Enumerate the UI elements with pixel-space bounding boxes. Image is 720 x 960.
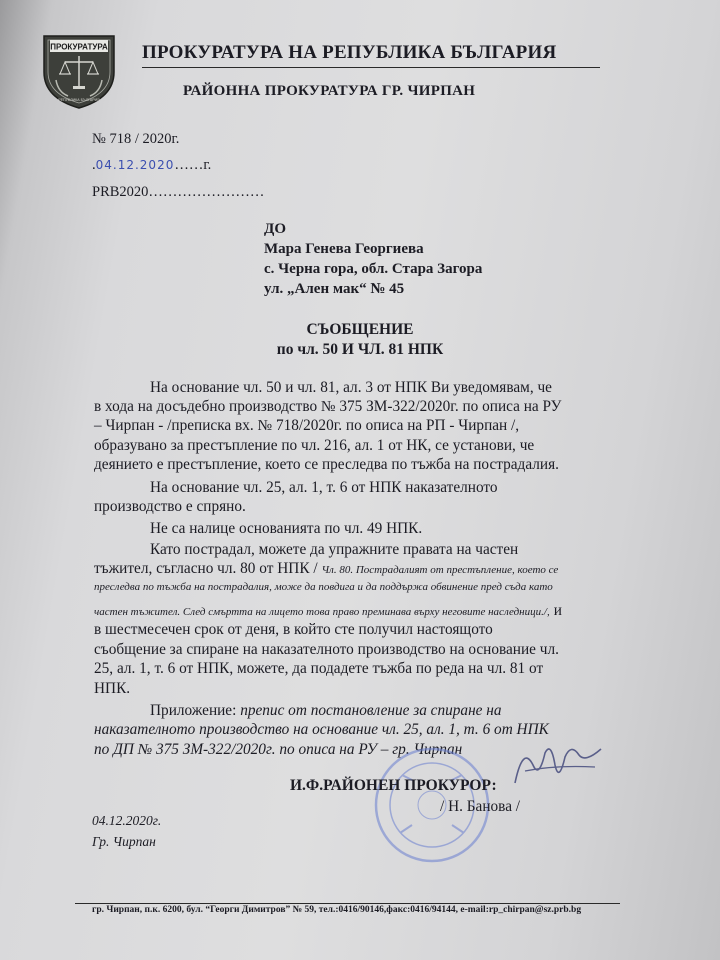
body-line [94, 559, 558, 580]
signature-place: Гр. Чирпан [92, 834, 156, 849]
body-line: – Чирпан - /преписка вх. № 718/2020г. по описа на РП - Чирпан /, [94, 417, 520, 434]
body-text: и [553, 602, 562, 619]
addressee-block [264, 219, 482, 299]
addressee-to: ДО [264, 221, 286, 237]
prb-number: PRB2020…………………… [92, 184, 265, 200]
date-prefix: . [92, 157, 96, 173]
body-line [94, 601, 562, 620]
body-line: Като пострадал, можете да упражните правата на частен [150, 541, 519, 558]
attachment-line [150, 701, 502, 720]
body-line: съобщение за спиране на наказателното производство на основание чл. [94, 641, 559, 658]
addressee-name: Мара Генева Георгиева [264, 241, 424, 257]
body-line: деянието е престъпление, което се преследва по тъжба на пострадалия. [94, 456, 559, 473]
signatory-role: И.Ф.РАЙОНЕН ПРОКУРОР: [290, 777, 497, 794]
body-line: производство е спряно. [94, 498, 246, 515]
office-subtitle: РАЙОННА ПРОКУРАТУРА ГР. ЧИРПАН [183, 83, 476, 99]
prosecution-emblem-icon [38, 28, 120, 110]
document-number: № 718 / 2020г. [92, 131, 180, 147]
notice-title: СЪОБЩЕНИЕ [306, 321, 414, 338]
attachment-text: препис от постановление за спиране на [240, 702, 502, 719]
attachment-label: Приложение: [150, 702, 237, 719]
document-date-line [92, 157, 211, 174]
body-line: НПК. [94, 680, 131, 697]
quoted-article-line: частен тъжител. След смъртта на лицето това право преминава върху неговите наследници./, [94, 606, 550, 618]
body-line: 25, ал. 1, т. 6 от НПК, можете, да подадете тъжба по реда на чл. 81 от [94, 660, 544, 677]
body-line: в хода на досъдебно производство № 375 ЗМ-322/2020г. по описа на РУ [94, 398, 562, 415]
date-suffix: ……г. [174, 157, 212, 173]
institution-title: ПРОКУРАТУРА НА РЕПУБЛИКА БЪЛГАРИЯ [142, 42, 557, 63]
signature-date: 04.12.2020г. [92, 813, 162, 828]
attachment-line: наказателното производство на основание чл. 25, ал. 1, т. 6 от НПК [94, 721, 549, 738]
body-line: На основание чл. 25, ал. 1, т. 6 от НПК наказателното [150, 479, 498, 496]
handwritten-signature-icon [505, 735, 615, 795]
body-line: в шестмесечен срок от деня, в който сте получил настоящото [94, 621, 493, 638]
signatory-name: / Н. Банова / [440, 798, 521, 815]
footer-contacts: гр. Чирпан, п.к. 6200, бул. “Георги Димитров” № 59, тел.:0416/90146,факс:0416/94144, e-mail:rp_chirpan@sz.prb.bg [92, 905, 582, 915]
handwritten-date: 04.12.2020 [95, 158, 175, 172]
notice-subtitle: по чл. 50 И ЧЛ. 81 НПК [276, 341, 444, 358]
body-line: образувано за престъпление по чл. 216, ал. 1 от НК, се установи, че [94, 437, 535, 454]
body-text: тъжител, съгласно чл. 80 от НПК / [94, 560, 318, 577]
body-line: На основание чл. 50 и чл. 81, ал. 3 от НПК Ви уведомявам, че [150, 379, 552, 396]
footer-rule [75, 903, 620, 904]
quoted-article-line: преследва по тъжба на пострадалия, може да повдига и да поддържа обвинение пред съда като [94, 581, 553, 593]
addressee-street: ул. „Ален мак“ № 45 [264, 281, 405, 297]
svg-text:РЕПУБЛИКА БЪЛГАРИЯ: РЕПУБЛИКА БЪЛГАРИЯ [58, 98, 100, 102]
quoted-article: Чл. 80. Пострадалият от престъпление, което се [321, 564, 559, 576]
addressee-village: с. Черна гора, обл. Стара Загора [264, 261, 483, 277]
body-line: Не са налице основанията по чл. 49 НПК. [150, 520, 423, 537]
attachment-line: по ДП № 375 ЗМ-322/2020г. по описа на РУ – гр. Чирпан [94, 741, 463, 758]
header-rule [142, 67, 600, 68]
svg-text:ПРОКУРАТУРА: ПРОКУРАТУРА [50, 42, 108, 52]
